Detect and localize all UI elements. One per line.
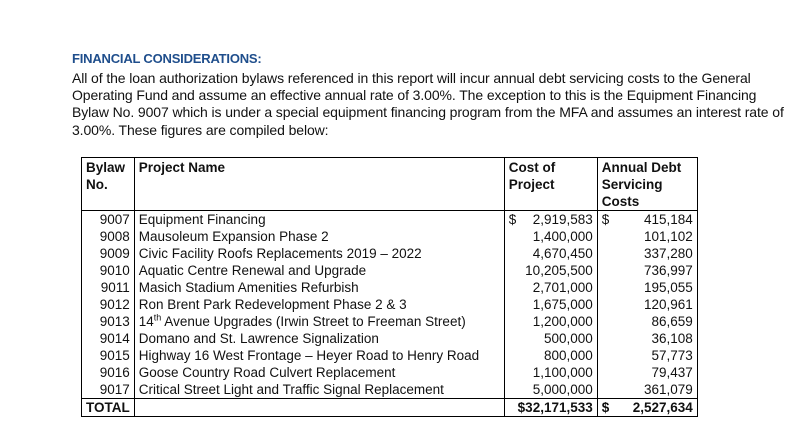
table-row [82,364,698,381]
section-paragraph: All of the loan authorization bylaws referenced in this report will incur annual debt servicing costs to the General Operating Fund and assume an effective annual rate of 3.00%. The exception to this is the Equipment Financing Bylaw No. 9007 which is under a special equipment financing program from the MFA and assumes an interest rate of 3.00%. These figures are compiled below: [72,70,784,138]
project-name-rest: Avenue Upgrades (Irwin Street to Freeman Street) [161,314,466,329]
table-header-row [82,158,698,211]
project-name: Critical Street Light and Traffic Signal Replacement [134,381,504,399]
project-name-prefix: 14 [138,314,154,329]
table-row [82,296,698,313]
cost-cell: 500,000 [504,330,597,347]
bylaw-number: 9009 [82,245,135,262]
section-heading: FINANCIAL CONSIDERATIONS: [72,51,262,66]
project-name [134,313,504,330]
debt-value: 415,184 [643,212,693,227]
debt-cell: 195,055 [597,279,697,296]
project-name: Equipment Financing [134,211,504,229]
financial-table [81,157,698,417]
cost-prefix: $ [508,212,517,227]
bylaw-number: 9008 [82,228,135,245]
table-row [82,279,698,296]
project-name: Masich Stadium Amenities Refurbish [134,279,504,296]
debt-cell: 86,659 [597,313,697,330]
cost-cell: 1,400,000 [504,228,597,245]
project-name: Ron Brent Park Redevelopment Phase 2 & 3 [134,296,504,313]
bylaw-number: 9011 [82,279,135,296]
header-bylaw: Bylaw No. [82,158,135,211]
cost-cell: 1,200,000 [504,313,597,330]
cost-cell: 1,675,000 [504,296,597,313]
bylaw-number: 9017 [82,381,135,399]
header-cost: Cost of Project [504,158,597,211]
debt-cell: 101,102 [597,228,697,245]
header-annual-debt: Annual Debt Servicing Costs [597,158,697,211]
table-row [82,313,698,330]
project-name: Domano and St. Lawrence Signalization [134,330,504,347]
cost-cell [504,211,597,229]
cost-value: 2,919,583 [532,212,593,227]
debt-cell: 361,079 [597,381,697,399]
total-label: TOTAL [82,399,135,417]
total-debt-cell [597,399,697,417]
table-row [82,262,698,279]
bylaw-number: 9007 [82,211,135,229]
total-debt-value: 2,527,634 [632,400,693,415]
bylaw-number: 9013 [82,313,135,330]
debt-cell: 736,997 [597,262,697,279]
bylaw-number: 9010 [82,262,135,279]
bylaw-number: 9015 [82,347,135,364]
cost-cell: 1,100,000 [504,364,597,381]
bylaw-number: 9016 [82,364,135,381]
project-name: Civic Facility Roofs Replacements 2019 – 2022 [134,245,504,262]
debt-cell: 79,437 [597,364,697,381]
table-row [82,347,698,364]
debt-cell: 337,280 [597,245,697,262]
table-row [82,228,698,245]
project-name: Aquatic Centre Renewal and Upgrade [134,262,504,279]
cost-cell: 2,701,000 [504,279,597,296]
bylaw-number: 9012 [82,296,135,313]
debt-cell: 120,961 [597,296,697,313]
table-row [82,381,698,399]
cost-cell: 800,000 [504,347,597,364]
cost-cell: 5,000,000 [504,381,597,399]
cost-cell: 4,670,450 [504,245,597,262]
debt-cell [597,211,697,229]
header-project-name: Project Name [134,158,504,211]
project-name: Highway 16 West Frontage – Heyer Road to Henry Road [134,347,504,364]
ordinal-suffix: th [153,313,162,323]
table-total-row [82,399,698,417]
table-row [82,245,698,262]
project-name: Mausoleum Expansion Phase 2 [134,228,504,245]
table-row [82,330,698,347]
table-row [82,211,698,229]
bylaw-number: 9014 [82,330,135,347]
total-cost: $32,171,533 [504,399,597,417]
project-name: Goose Country Road Culvert Replacement [134,364,504,381]
debt-prefix: $ [601,212,610,227]
total-empty-cell [134,399,504,417]
total-debt-prefix: $ [601,400,610,415]
cost-cell: 10,205,500 [504,262,597,279]
debt-cell: 57,773 [597,347,697,364]
debt-cell: 36,108 [597,330,697,347]
